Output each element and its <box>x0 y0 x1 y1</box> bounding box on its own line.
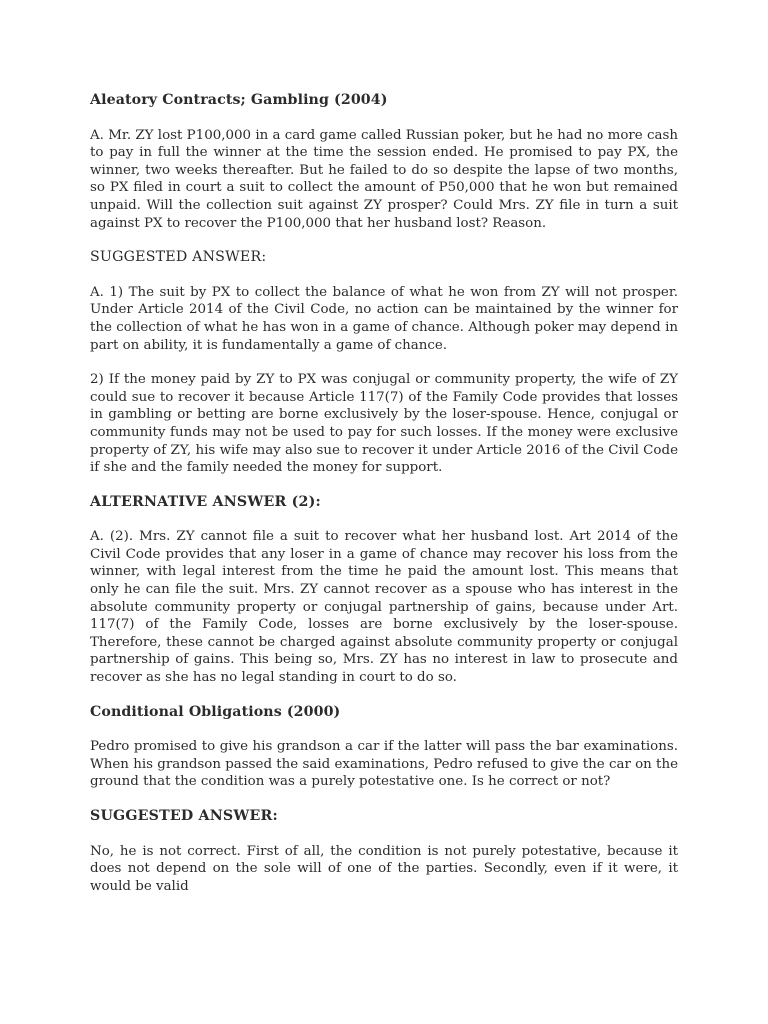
suggested-answer-label-2: SUGGESTED ANSWER: <box>90 808 278 824</box>
answer-paragraph-conditional: No, he is not correct. First of all, the condition is not purely potestative, because it does not depend on the sole will of one of the parties. Secondly, even if it were, it would be valid <box>90 843 678 894</box>
question-paragraph-conditional: Pedro promised to give his grandson a car if the latter will pass the bar examinations. When his grandson passed the said examinations, Pedro refused to give the car on the ground that the condition was a purely potestative one. Is he correct or not? <box>90 739 678 790</box>
alternative-answer-label: ALTERNATIVE ANSWER (2): <box>90 493 321 510</box>
document-page <box>90 92 678 912</box>
suggested-answer-label: SUGGESTED ANSWER: <box>90 249 267 266</box>
answer-paragraph-2: 2) If the money paid by ZY to PX was conjugal or community property, the wife of ZY could sue to recover it because Article 117(7) of the Family Code provides that losses in gambling or betting are borne exclusively by the loser-spouse. Hence, conjugal or community funds may not be used to pay for such losses. If the money were exclusive property of ZY, his wife may also sue to recover it under Article 2016 of the Civil Code if she and the family needed the money for support. <box>90 372 678 476</box>
answer-paragraph-1: A. 1) The suit by PX to collect the balance of what he won from ZY will not prosper. Under Article 2014 of the Civil Code, no action can be maintained by the winner for the collection of what he has won in a game of chance. Although poker may depend in part on ability, it is fundamentally a game of chance. <box>90 284 678 353</box>
alternative-answer-paragraph: A. (2). Mrs. ZY cannot file a suit to recover what her husband lost. Art 2014 of the Civil Code provides that any loser in a game of chance may recover his loss from the winner, with legal interest from the time he paid the amount lost. This means that only he can file the suit. Mrs. ZY cannot recover as a spouse who has interest in the absolute community property or conjugal partnership of gains, because under Art. 117(7) of the Family Code, losses are borne exclusively by the loser-spouse. Therefore, these cannot be charged against absolute community property or conjugal partnership of gains. This being so, Mrs. ZY has no interest in law to prosecute and recover as she has no legal standing in court to do so. <box>90 529 678 686</box>
question-paragraph-gambling: A. Mr. ZY lost P100,000 in a card game called Russian poker, but he had no more cash to pay in full the winner at the time the session ended. He promised to pay PX, the winner, two weeks thereafter. But he failed to do so despite the lapse of two months, so PX filed in court a suit to collect the amount of P50,000 that he won but remained unpaid. Will the collection suit against ZY prosper? Could Mrs. ZY file in turn a suit against PX to recover the P100,000 that her husband lost? Reason. <box>90 127 678 231</box>
section-heading-aleatory-contracts: Aleatory Contracts; Gambling (2004) <box>90 92 388 108</box>
section-heading-conditional-obligations: Conditional Obligations (2000) <box>90 703 341 720</box>
